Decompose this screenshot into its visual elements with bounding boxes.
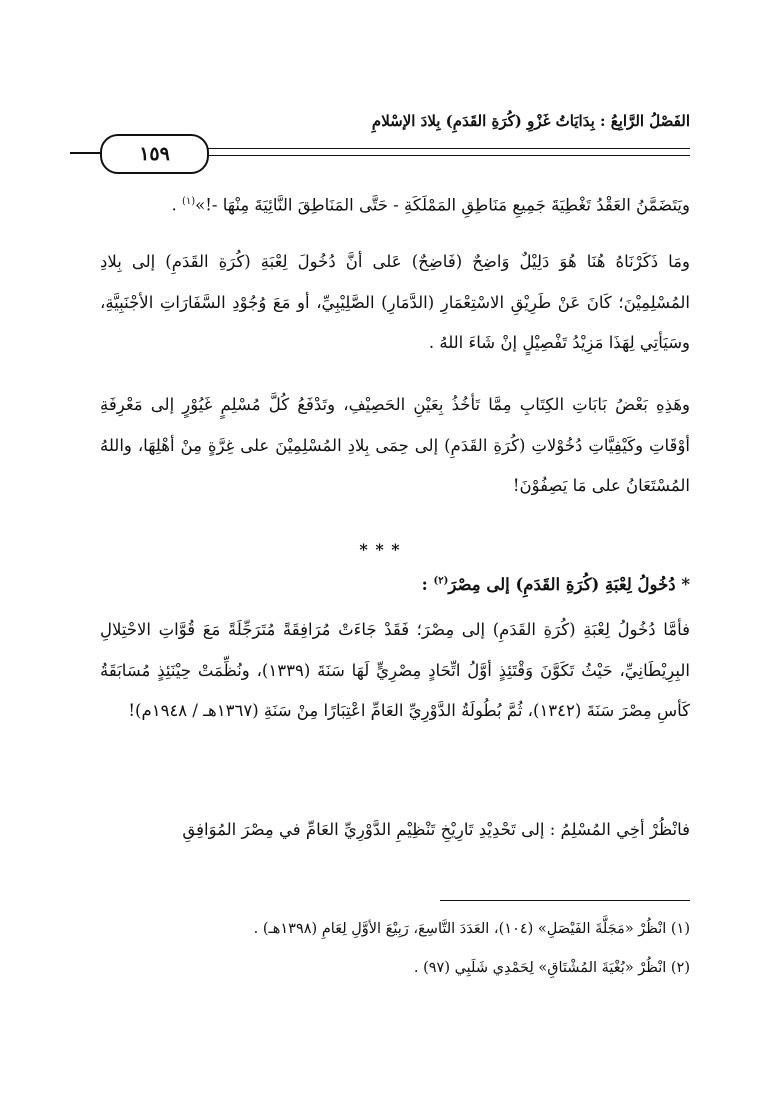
paragraph-4: فأمَّا دُخُولُ لِعْبَةِ (كُرَةِ القَدَمِ) إلى مِصْرَ؛ فَقَدْ جَاءَتْ مُرَافِقَةً مُتَرَجِّلَةً مَعَ قُوَّاتِ الاحْتِلالِ البِرِيْطَانِيِّ، حَيْثُ تَكَوَّنَ وَقْتَئِذٍ أوَّلُ اتِّحَادٍ مِصْرِيٍّ لَهَا سَنَةَ (١٣٣٩)، ونُظِّمَتْ حِيْنَئِذٍ مُسَابَقَةُ كَأسِ مِصْرَ سَنَةَ (١٣٤٢)، ثُمَّ بُطُولَةُ الدَّوْرِيِّ العَامِّ اعْتِبَارًا مِنْ سَنَةِ (١٣٦٧هـ / ١٩٤٨م)! (100, 620, 690, 720)
footnote-ref-2[interactable]: (٢) (433, 575, 449, 587)
footnote-rule (440, 900, 690, 901)
footnote-1: (١) انْظُرْ «مَجَلَّةَ الفَيْصَلِ» (١٠٤)، العَدَدَ التَّاسِعَ، رَبِيْعَ الأوَّلِ لِعَامِ (١٣٩٨هـ) . (253, 921, 690, 937)
paragraph-1-end: . (171, 195, 182, 215)
section-heading-end: : (421, 575, 434, 594)
paragraph-5: فانْظُرْ أخِي المُسْلِمُ : إلى تَحْدِيْدِ تَارِيْخِ تَنْظِيْمِ الدَّوْرِيِّ العَامِّ في مِصْرَ المُوَافِقِ (182, 820, 690, 839)
running-title: الفَصْلُ الرَّابِعُ : بِدَايَاتُ غَزْوِ (كُرَةِ القَدَمِ) بِلادَ الإسْلامِ (371, 112, 690, 130)
page-number: ١٥٩ (139, 143, 170, 165)
section-heading (100, 575, 690, 594)
section-heading-text: * دُخُولُ لِعْبَةِ (كُرَةِ القَدَمِ) إلى مِصْرَ (448, 575, 690, 594)
paragraph-1 (100, 182, 690, 226)
paragraph-1-text: ويَتَضَمَّنُ العَقْدُ تَغْطِيَةَ جَمِيعِ مَنَاطِقِ المَمْلَكَةِ - حَتَّى المَنَاطِقَ النَّائِيَةَ مِنْهَا -!» (195, 195, 690, 215)
paragraph-2: ومَا ذَكَرْنَاهُ هُنَا هُوَ دَلِيْلٌ وَاضِحٌ (فَاضِحٌ) عَلى أنَّ دُخُولَ لِعْبَةِ (كُرَةِ القَدَمِ) إلى بِلادِ المُسْلِمِيْنَ؛ كَانَ عَنْ طَرِيْقِ الاسْتِعْمَارِ (الدَّمَارِ) الصَّلِيْبِيِّ، أو مَعَ وُجُوْدِ السَّفَارَاتِ الأجْنَبِيَّةِ، وسَيَأتِي لِهَذَا مَزِيْدُ تَفْصِيْلٍ إنْ شَاءَ اللهُ . (100, 252, 690, 352)
footnote-2: (٢) انْظُرْ «بُغْيَةَ المُشْتَاقِ» لِحَمْدِي شَلَبِي (٩٧) . (413, 960, 690, 976)
page-number-badge (100, 134, 209, 174)
header-rule (130, 148, 690, 156)
footnote-ref-1[interactable]: (١) (181, 196, 196, 207)
paragraph-3: وهَذِهِ بَعْضُ بَابَاتِ الكِتَابِ مِمَّا تَأخُذُ بِعَيْنِ الحَصِيْفِ، وتَدْفَعُ كُلَّ مُسْلِمٍ غَيُوْرٍ إلى مَعْرِفَةِ أوْقَاتِ وكَيْفِيَّاتِ دُخُوْلاتِ (كُرَةِ القَدَمِ) إلى حِمَى بِلادِ المُسْلِمِيْنَ على غِرَّةٍ مِنْ أهْلِهَا، واللهُ المُسْتَعَانُ على مَا يَصِفُوْنَ! (100, 395, 690, 495)
page-number-ornament (70, 152, 104, 154)
section-separator: * * * (359, 540, 401, 559)
